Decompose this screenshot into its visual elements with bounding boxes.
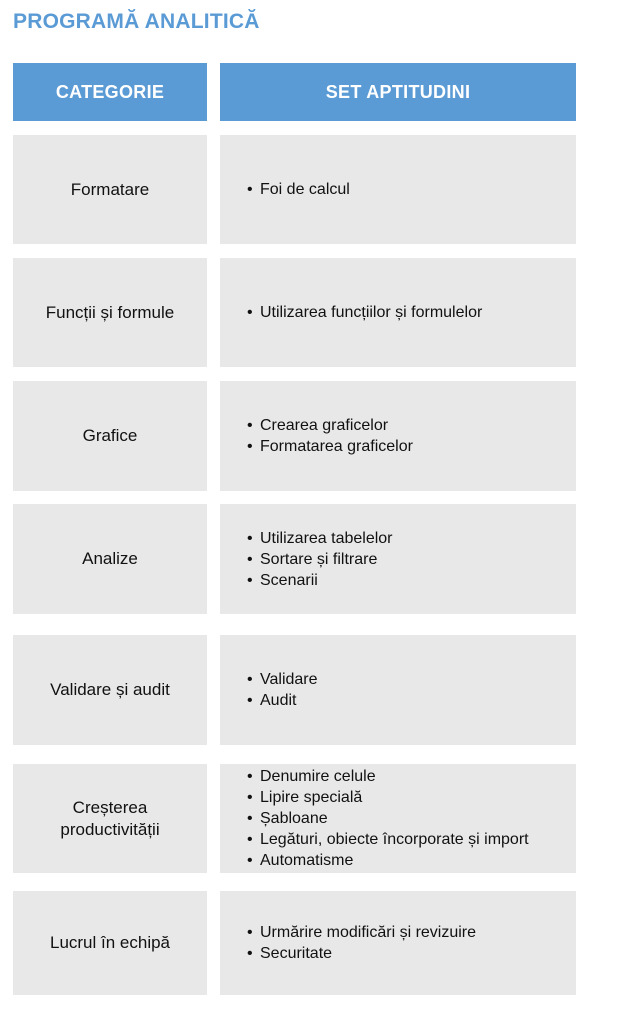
category-cell-grafice <box>13 381 207 491</box>
category-label: Analize <box>82 549 138 568</box>
category-label: Grafice <box>82 426 138 445</box>
skill-item: • Utilizarea funcțiilor și formulelor <box>247 302 482 323</box>
skills-list <box>247 669 318 711</box>
category-cell-formatare <box>13 135 207 244</box>
category-cell-productivitate <box>13 764 207 873</box>
category-label: Lucrul în echipă <box>49 933 171 952</box>
skills-cell-validare <box>220 635 576 745</box>
skills-cell-formatare <box>220 135 576 244</box>
skills-list <box>247 302 482 323</box>
skill-item: • Lipire specială <box>247 787 529 808</box>
skill-item: • Formatarea graficelor <box>247 436 413 457</box>
header-skills: SET APTITUDINI <box>220 63 576 121</box>
skills-cell-productivitate <box>220 764 576 873</box>
category-cell-functii <box>13 258 207 367</box>
skills-list <box>247 922 476 964</box>
skills-list <box>247 528 393 591</box>
header-category: CATEGORIE <box>13 63 207 121</box>
skill-item: • Denumire celule <box>247 766 529 787</box>
skill-item: • Crearea graficelor <box>247 415 413 436</box>
category-cell-echipa <box>13 891 207 995</box>
skill-item: • Validare <box>247 669 318 690</box>
skill-item: • Automatisme <box>247 850 529 871</box>
skills-cell-functii <box>220 258 576 367</box>
category-label: Formatare <box>70 179 150 199</box>
skills-cell-analize <box>220 504 576 614</box>
category-cell-validare <box>13 635 207 745</box>
skill-item: • Sortare și filtrare <box>247 549 393 570</box>
skill-item: • Șabloane <box>247 808 529 829</box>
skill-item: • Urmărire modificări și revizuire <box>247 922 476 943</box>
category-label: Creșterea productivității <box>60 797 160 839</box>
skills-list <box>247 415 413 457</box>
skill-item: • Scenarii <box>247 570 393 591</box>
page-title: PROGRAMĂ ANALITICĂ <box>13 10 260 33</box>
category-label: Validare și audit <box>50 680 170 699</box>
skill-item: • Securitate <box>247 943 476 964</box>
skills-cell-echipa <box>220 891 576 995</box>
skill-item: • Foi de calcul <box>247 179 350 200</box>
skills-cell-grafice <box>220 381 576 491</box>
category-label: Funcții și formule <box>45 302 175 322</box>
skills-list <box>247 179 350 200</box>
category-cell-analize <box>13 504 207 614</box>
skill-item: • Audit <box>247 690 318 711</box>
skills-list <box>247 766 529 871</box>
skill-item: • Utilizarea tabelelor <box>247 528 393 549</box>
skill-item: • Legături, obiecte încorporate și import <box>247 829 529 850</box>
